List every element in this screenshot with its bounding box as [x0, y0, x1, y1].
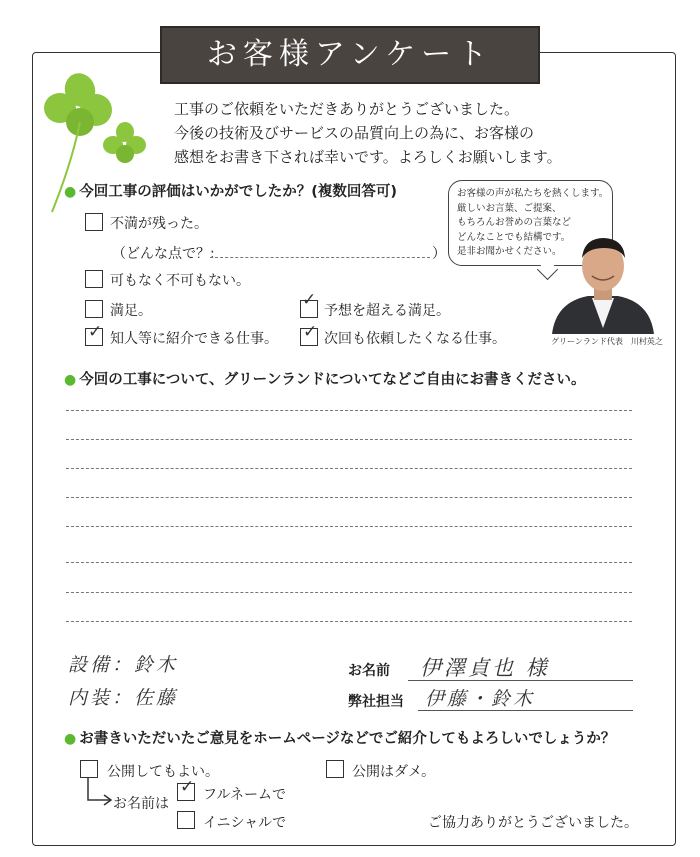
bubble-line: 是非お聞かせください。: [457, 246, 562, 257]
intro-line-1: 工事のご依頼をいただきありがとうございました。: [174, 100, 520, 118]
checkbox-neutral[interactable]: [85, 270, 103, 288]
staff-label: 弊社担当: [348, 694, 404, 710]
option-label: 可もなく不可もない。: [110, 273, 250, 289]
bubble-line: どんなことでも結構です。: [457, 231, 571, 243]
question-3-title: ● お書きいただいたご意見をホームページなどでご紹介してもよろしいでしょうか？: [64, 731, 616, 747]
arrow-icon: [84, 778, 114, 808]
name-option-label: お名前は: [113, 796, 169, 812]
checkbox-initials[interactable]: [177, 811, 195, 829]
staff-underline: [418, 710, 633, 711]
detail-close: ）: [432, 246, 446, 262]
question-2-title: ● 今回の工事について、グリーンランドについてなどご自由にお書きください。: [64, 372, 586, 388]
option-label: 満足。: [110, 303, 152, 319]
fullname-label: フルネームで: [203, 787, 287, 803]
publish-ok-label: 公開してもよい。: [107, 764, 219, 780]
option-label: 予想を超える満足。: [324, 303, 450, 319]
check-mark-icon: ✓: [88, 322, 103, 342]
comment-line[interactable]: [66, 468, 632, 469]
page-title: お客様アンケート: [160, 26, 540, 84]
comment-line[interactable]: [66, 562, 632, 563]
bullet-dot-icon: ●: [64, 731, 77, 747]
comment-line[interactable]: [66, 497, 632, 498]
staff-names: 伊藤・鈴木: [425, 688, 536, 710]
name-label: お名前: [348, 663, 390, 679]
comment-line[interactable]: [66, 410, 632, 411]
person-photo: [548, 228, 658, 334]
checkbox-satisfied[interactable]: [85, 300, 103, 318]
comment-line[interactable]: [66, 621, 632, 622]
bubble-line: 厳しいお言葉、ご提案、: [457, 202, 562, 214]
publish-ng-label: 公開はダメ。: [352, 764, 436, 780]
person-caption: グリーンランド代表 川村英之: [551, 337, 663, 346]
intro-line-3: 感想をお書き下されば幸いです。よろしくお願いします。: [174, 148, 562, 166]
option-label: 次回も依頼したくなる仕事。: [324, 331, 506, 347]
bullet-dot-icon: ●: [64, 184, 77, 200]
comment-line[interactable]: [66, 592, 632, 593]
checkbox-publish-ng[interactable]: [326, 760, 344, 778]
name-underline: [408, 680, 633, 681]
check-mark-icon: ✓: [303, 322, 318, 342]
handwritten-note-1: 設備：鈴木: [68, 654, 179, 676]
bullet-dot-icon: ●: [64, 372, 77, 388]
comment-line[interactable]: [66, 526, 632, 527]
customer-name: 伊澤貞也 様: [420, 656, 550, 680]
check-mark-icon: ✓: [180, 777, 195, 797]
detail-input-line[interactable]: [210, 257, 430, 258]
detail-open: （どんな点で？:: [112, 246, 215, 262]
question-1-title: ● 今回工事の評価はいかがでしたか？(複数回答可): [64, 184, 397, 200]
handwritten-note-2: 内装：佐藤: [68, 687, 179, 709]
clover-icon-small: [100, 118, 150, 168]
comment-line[interactable]: [66, 439, 632, 440]
option-label: 知人等に紹介できる仕事。: [110, 331, 278, 347]
checkbox-dissatisfied[interactable]: [85, 213, 103, 231]
intro-line-2: 今後の技術及びサービスの品質向上の為に、お客様の: [174, 124, 535, 142]
check-mark-icon: ✓: [302, 290, 317, 310]
option-label: 不満が残った。: [110, 216, 208, 232]
bubble-line: お客様の声が私たちを熱くします。: [457, 188, 609, 199]
thanks-text: ご協力ありがとうございました。: [428, 815, 638, 831]
bubble-line: もちろんお誉めの言葉など: [457, 217, 572, 228]
initials-label: イニシャルで: [203, 815, 287, 831]
checkbox-publish-ok[interactable]: [80, 760, 98, 778]
